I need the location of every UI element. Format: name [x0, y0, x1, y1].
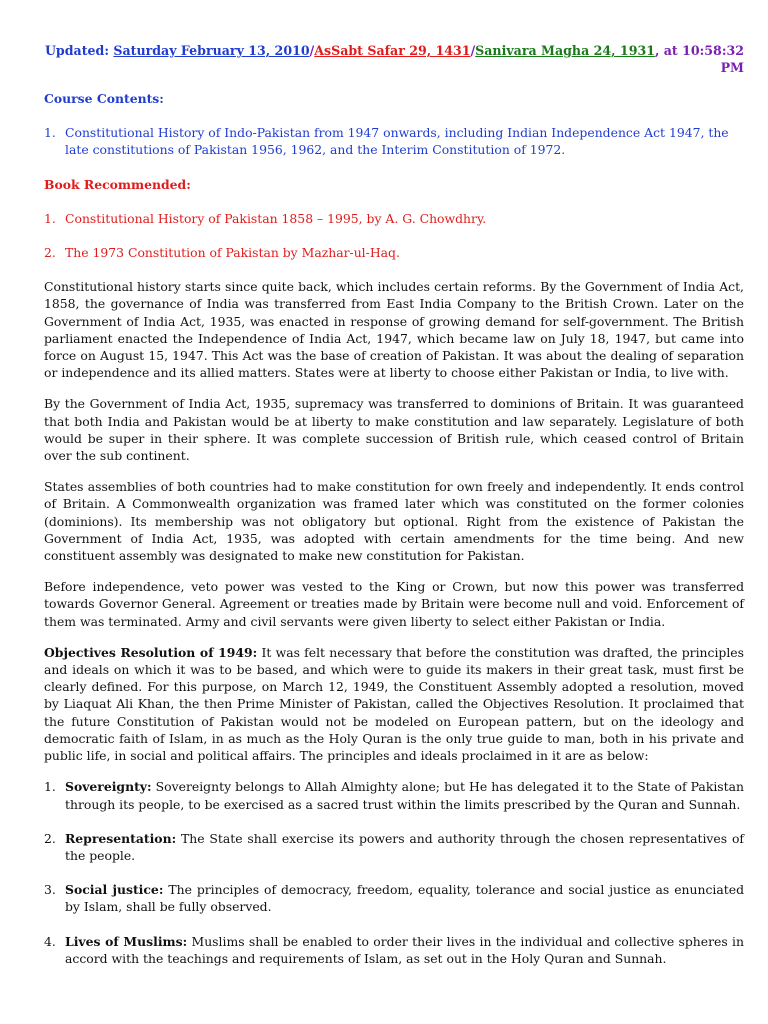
body-paragraph: By the Government of India Act, 1935, supremacy was transferred to dominions of Britain. It was guaranteed that both India and Pakistan would be at liberty to make constitution and law separately. Legislature of both would be super in their sphere. It was complete succession of British rule, which ceased control of Britain over the sub continent. — [44, 396, 744, 464]
gregorian-date: Saturday February 13, 2010 — [113, 43, 310, 58]
principle-term: Social justice: — [65, 882, 164, 898]
objectives-title: Objectives Resolution of 1949: — [44, 644, 258, 660]
principle-term: Lives of Muslims: — [65, 933, 188, 949]
book-item-text: The 1973 Constitution of Pakistan by Mazhar-ul-Haq. — [65, 245, 400, 261]
course-item-text: Constitutional History of Indo-Pakistan from 1947 onwards, including Indian Independence Act 1947, the late constitutions of Pakistan 1956, 1962, and the Interim Constitution of 1972. — [65, 125, 729, 158]
principle-item — [44, 881, 744, 915]
book-item — [44, 210, 744, 227]
principle-term: Representation: — [65, 830, 177, 846]
principle-number: 1. — [44, 779, 56, 795]
principle-number: 4. — [44, 933, 56, 949]
date-separator: / — [470, 43, 476, 58]
body-paragraph: States assemblies of both countries had to make constitution for own freely and independently. It ends control of Britain. A Commonwealth organization was framed later which was constituted on the former colonies (dominions). Its membership was not obligatory but optional. Right from the existence of Pakistan the Government of India Act, 1935, was adopted with certain amendments for the time being. And new constituent assembly was designated to make new constitution for Pakistan. — [44, 479, 744, 564]
principle-item — [44, 830, 744, 864]
body-paragraph: Constitutional history starts since quite back, which includes certain reforms. By the Government of India Act, 1858, the governance of India was transferred from East India Company to the British Crown. Later on the Government of India Act, 1935, was enacted in response of growing demand for self-government. The British parliament enacted the Independence of India Act, 1947, which became law on July 18, 1947, but came into force on August 15, 1947. This Act was the base of creation of Pakistan. It was about the dealing of separation or independence and its allied matters. States were at liberty to choose either Pakistan or India, to live with. — [44, 279, 744, 381]
time-prefix: , at — [654, 43, 678, 58]
updated-line — [44, 42, 744, 76]
book-item-number: 1. — [44, 210, 56, 226]
principle-description: The principles of democracy, freedom, equality, tolerance and social justice as enunciated by Islam, shall be fully observed. — [65, 882, 744, 915]
course-item — [44, 124, 744, 158]
principle-text — [65, 933, 744, 967]
principle-number: 3. — [44, 882, 56, 898]
principle-description: Sovereignty belongs to Allah Almighty alone; but He has delegated it to the State of Pakistan through its people, to be exercised as a sacred trust within the limits prescribed by the Quran and Sunnah. — [65, 779, 744, 812]
book-item — [44, 244, 744, 261]
objectives-paragraph — [44, 644, 744, 764]
update-time: 10:58:32 PM — [682, 43, 744, 75]
principle-description: The State shall exercise its powers and authority through the chosen representatives of the people. — [65, 830, 744, 863]
principle-text — [65, 881, 744, 915]
principle-item — [44, 778, 744, 812]
principle-number: 2. — [44, 830, 56, 846]
principle-term: Sovereignty: — [65, 779, 152, 795]
hijri-date: AsSabt Safar 29, 1431 — [314, 43, 471, 58]
book-item-text: Constitutional History of Pakistan 1858 – 1995, by A. G. Chowdhry. — [65, 210, 487, 226]
date-separator: / — [309, 43, 315, 58]
books-heading: Book Recommended: — [44, 176, 191, 192]
course-item-number: 1. — [44, 125, 56, 141]
principle-text — [65, 830, 744, 864]
course-contents-heading: Course Contents: — [44, 91, 164, 106]
principle-description: Muslims shall be enabled to order their lives in the individual and collective spheres in accord with the teachings and requirements of Islam, as set out in the Holy Quran and Sunnah. — [65, 933, 744, 966]
vikram-date: Sanivara Magha 24, 1931 — [475, 43, 655, 58]
body-paragraph: Before independence, veto power was vested to the King or Crown, but now this power was transferred towards Governor General. Agreement or treaties made by Britain were become null and void. Enforcement of them was terminated. Army and civil servants were given liberty to select either Pakistan or India. — [44, 579, 744, 629]
updated-label: Updated: — [44, 43, 109, 58]
book-item-number: 2. — [44, 245, 56, 261]
principle-text — [65, 778, 744, 812]
principle-item — [44, 933, 744, 967]
objectives-text: It was felt necessary that before the constitution was drafted, the principles and ideals on which it was to be based, and which were to guide its makers in their great task, must first be clearly defined. For this purpose, on March 12, 1949, the Constituent Assembly adopted a resolution, moved by Liaquat Ali Khan, the then Prime Minister of Pakistan, called the Objectives Resolution. It proclaimed that the future Constitution of Pakistan would not be modeled on European pattern, but on the ideology and democratic faith of Islam, in as much as the Holy Quran is the only true guide to man, both in his private and public life, in social and political affairs. The principles and ideals proclaimed in it are as below: — [44, 644, 745, 764]
